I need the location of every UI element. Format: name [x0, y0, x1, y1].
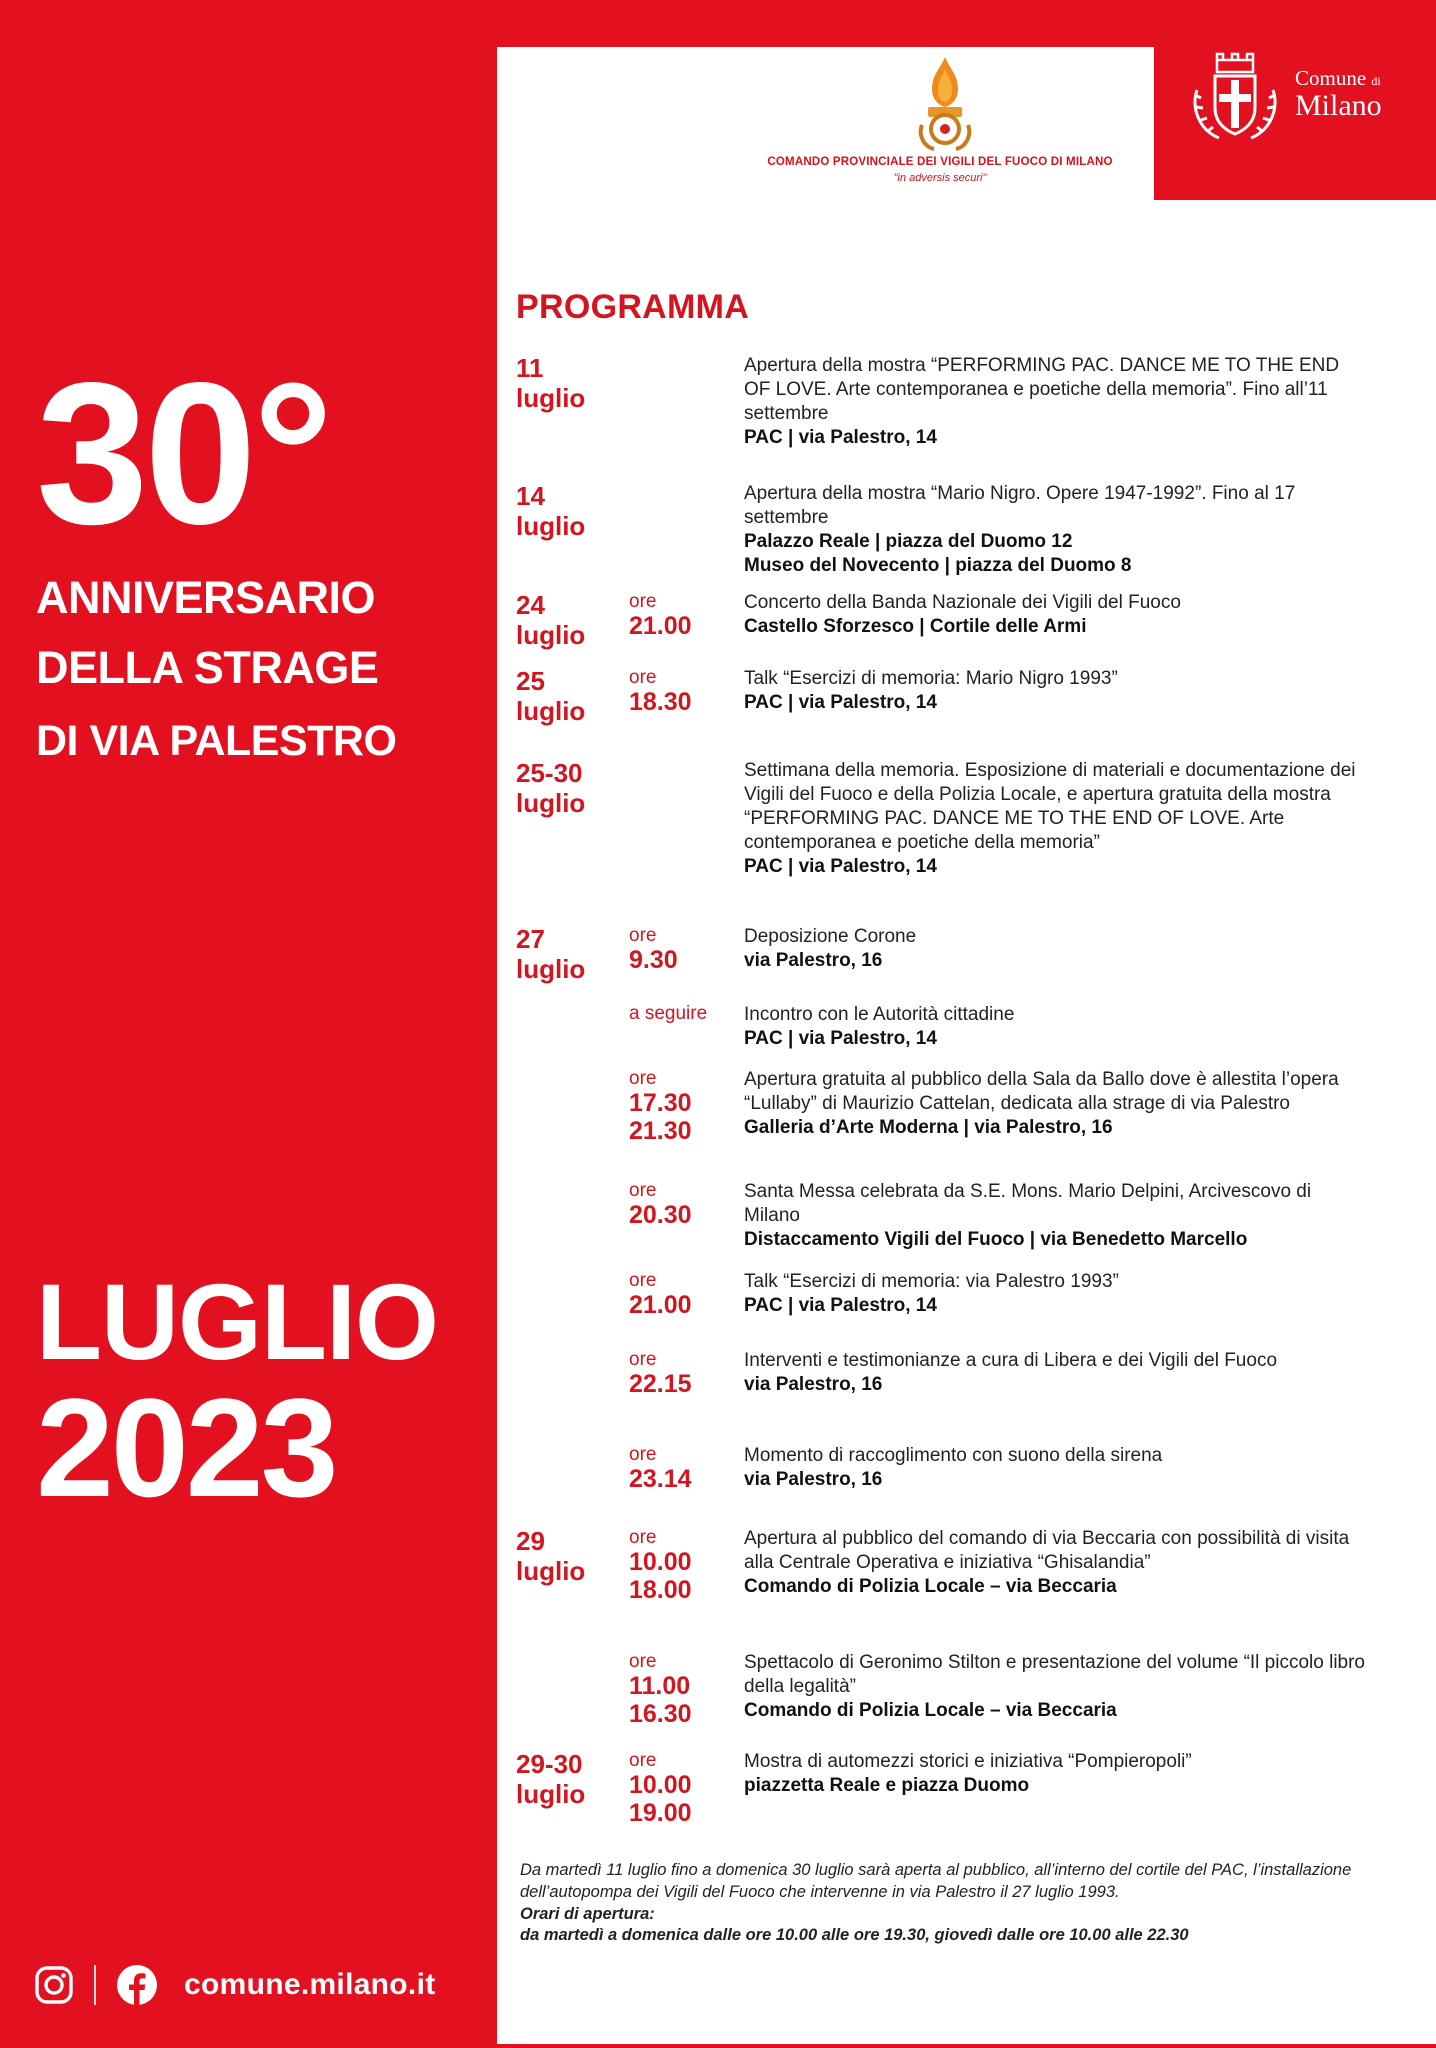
- time-label: a seguire: [629, 1003, 708, 1024]
- anniversary-number: 30°: [36, 340, 330, 566]
- entry-date: 11 luglio: [516, 353, 586, 413]
- entry-location: via Palestro, 16: [744, 1468, 883, 1490]
- entry-location: Museo del Novecento | piazza del Duomo 8: [744, 554, 1132, 576]
- time-value: 21.30: [629, 1117, 692, 1146]
- entry-text: Talk “Esercizi di memoria: Mario Nigro 1993”: [744, 668, 1118, 689]
- entry-text: Apertura della mostra “Mario Nigro. Opere 1947-1992”. Fino al 17 settembre: [744, 483, 1296, 528]
- footnote: [520, 1860, 1360, 1947]
- entry-time: [629, 1068, 692, 1145]
- facebook-icon[interactable]: [116, 1964, 158, 2006]
- time-value: 23.14: [629, 1465, 692, 1494]
- comune-label: Comune: [1295, 66, 1367, 90]
- comune-logo-text: [1295, 68, 1382, 121]
- entry-description: [744, 482, 1370, 578]
- entry-time: [629, 1349, 692, 1398]
- entry-date: 25-30 luglio: [516, 758, 586, 818]
- time-label: ore: [629, 1180, 657, 1201]
- entry-location: Comando di Polizia Locale – via Beccaria: [744, 1699, 1117, 1721]
- time-label: ore: [629, 667, 657, 688]
- entry-text: Concerto della Banda Nazionale dei Vigili del Fuoco: [744, 592, 1181, 613]
- entry-description: [744, 591, 1370, 639]
- time-value: 10.00: [629, 1771, 692, 1800]
- entry-time: [629, 1444, 692, 1493]
- entry-time: [629, 667, 692, 716]
- vvf-motto: "in adversis securi": [893, 172, 987, 184]
- entry-description: [744, 1003, 1370, 1051]
- time-value: 21.00: [629, 612, 692, 641]
- entry-description: [744, 759, 1370, 879]
- entry-time: [629, 1180, 692, 1229]
- website-link[interactable]: comune.milano.it: [184, 1968, 436, 2001]
- time-label: ore: [629, 1527, 657, 1548]
- time-label: ore: [629, 1349, 657, 1370]
- entry-date: 29-30 luglio: [516, 1749, 586, 1809]
- instagram-icon[interactable]: [34, 1965, 74, 2005]
- time-label: ore: [629, 1270, 657, 1291]
- time-value: 9.30: [629, 946, 678, 975]
- year-label: 2023: [36, 1369, 336, 1526]
- social-bar: [34, 1962, 436, 2008]
- entry-text: Interventi e testimonianze a cura di Libera e dei Vigili del Fuoco: [744, 1350, 1278, 1371]
- time-label: ore: [629, 591, 657, 612]
- time-value: 18.30: [629, 688, 692, 717]
- entry-description: [744, 1068, 1370, 1140]
- time-value: 18.00: [629, 1576, 692, 1605]
- time-label: ore: [629, 1068, 657, 1089]
- social-divider: [94, 1965, 96, 2005]
- entry-text: Incontro con le Autorità cittadine: [744, 1004, 1015, 1025]
- entry-location: Palazzo Reale | piazza del Duomo 12: [744, 530, 1073, 552]
- entry-description: [744, 1270, 1370, 1318]
- time-label: ore: [629, 1444, 657, 1465]
- entry-description: [744, 1750, 1370, 1798]
- time-label: ore: [629, 1750, 657, 1771]
- time-label: ore: [629, 1651, 657, 1672]
- entry-time: [629, 1270, 692, 1319]
- entry-location: PAC | via Palestro, 14: [744, 426, 937, 448]
- entry-location: piazzetta Reale e piazza Duomo: [744, 1774, 1030, 1796]
- entry-location: PAC | via Palestro, 14: [744, 1027, 937, 1049]
- time-value: 20.30: [629, 1201, 692, 1230]
- entry-description: [744, 1651, 1370, 1723]
- entry-time: [629, 1527, 692, 1604]
- entry-location: Castello Sforzesco | Cortile delle Armi: [744, 615, 1087, 637]
- comune-di-label: di: [1371, 74, 1381, 88]
- subtitle-line-2: DELLA STRAGE: [36, 642, 379, 693]
- entry-description: [744, 925, 1370, 973]
- program-title: PROGRAMMA: [516, 288, 750, 326]
- time-label: ore: [629, 925, 657, 946]
- entry-description: [744, 1444, 1370, 1492]
- vvf-command-name: COMANDO PROVINCIALE DEI VIGILI DEL FUOCO DI MILANO: [767, 156, 1113, 168]
- month-label: LUGLIO: [36, 1261, 438, 1382]
- entry-location: Comando di Polizia Locale – via Beccaria: [744, 1575, 1117, 1597]
- time-value: 22.15: [629, 1370, 692, 1399]
- entry-location: PAC | via Palestro, 14: [744, 691, 937, 713]
- opening-hours-title: Orari di apertura:: [520, 1904, 655, 1923]
- entry-location: via Palestro, 16: [744, 949, 883, 971]
- entry-location: via Palestro, 16: [744, 1373, 883, 1395]
- entry-time: [629, 925, 678, 974]
- time-value: 16.30: [629, 1700, 692, 1729]
- entry-text: Spettacolo di Geronimo Stilton e presentazione del volume “Il piccolo libro della legalità”: [744, 1652, 1365, 1697]
- entry-text: Mostra di automezzi storici e iniziativa “Pompieropoli”: [744, 1751, 1192, 1772]
- entry-location: Distaccamento Vigili del Fuoco | via Benedetto Marcello: [744, 1228, 1248, 1250]
- entry-description: [744, 354, 1370, 450]
- entry-location: PAC | via Palestro, 14: [744, 1294, 937, 1316]
- entry-date: 27 luglio: [516, 924, 586, 984]
- entry-text: Santa Messa celebrata da S.E. Mons. Mario Delpini, Arcivescovo di Milano: [744, 1181, 1312, 1226]
- entry-date: 25 luglio: [516, 666, 586, 726]
- entry-text: Settimana della memoria. Esposizione di materiali e documentazione dei Vigili del Fuoco e della Polizia Locale, e apertura gratuita della mostra “PERFORMING PAC. DANCE ME TO THE END OF LOVE. Arte contemporanea e poetiche della memoria”: [744, 760, 1356, 853]
- entry-text: Momento di raccoglimento con suono della sirena: [744, 1445, 1163, 1466]
- time-value: 17.30: [629, 1089, 692, 1118]
- entry-description: [744, 667, 1370, 715]
- milano-label: Milano: [1295, 89, 1382, 122]
- entry-time: [629, 1750, 692, 1827]
- vigili-del-fuoco-logo: [910, 55, 980, 155]
- time-value: 19.00: [629, 1799, 692, 1828]
- opening-hours: da martedì a domenica dalle ore 10.00 alle ore 19.30, giovedì dalle ore 10.00 alle 22.30: [520, 1926, 1189, 1945]
- entry-date: 29 luglio: [516, 1526, 586, 1586]
- entry-time: [629, 1651, 692, 1728]
- entry-time: [629, 591, 692, 640]
- entry-description: [744, 1527, 1370, 1599]
- entry-date: 14 luglio: [516, 481, 586, 541]
- subtitle-line-3: DI VIA PALESTRO: [36, 717, 397, 765]
- entry-location: PAC | via Palestro, 14: [744, 855, 937, 877]
- time-value: 11.00: [629, 1672, 691, 1701]
- entry-text: Apertura al pubblico del comando di via Beccaria con possibilità di visita alla Centrale Operativa e iniziativa “Ghisalandia”: [744, 1528, 1350, 1573]
- entry-text: Deposizione Corone: [744, 926, 917, 947]
- comune-crest-icon: [1185, 50, 1285, 145]
- entry-description: [744, 1349, 1370, 1397]
- time-value: 21.00: [629, 1291, 692, 1320]
- entry-time: [629, 1003, 707, 1024]
- entry-date: 24 luglio: [516, 590, 586, 650]
- entry-text: Talk “Esercizi di memoria: via Palestro 1993”: [744, 1271, 1119, 1292]
- entry-text: Apertura della mostra “PERFORMING PAC. DANCE ME TO THE END OF LOVE. Arte contemporanea e poetiche della memoria”. Fino all’11 settembre: [744, 355, 1340, 424]
- entry-text: Apertura gratuita al pubblico della Sala da Ballo dove è allestita l’opera “Lullaby” di Maurizio Cattelan, dedicata alla strage di via Palestro: [744, 1069, 1339, 1114]
- entry-location: Galleria d’Arte Moderna | via Palestro, 16: [744, 1116, 1113, 1138]
- subtitle-line-1: ANNIVERSARIO: [36, 572, 376, 623]
- entry-description: [744, 1180, 1370, 1252]
- footnote-text: Da martedì 11 luglio fino a domenica 30 luglio sarà aperta al pubblico, all’interno del cortile del PAC, l’installazione dell’autopompa dei Vigili del Fuoco che intervenne in via Palestro il 27 luglio 1993.: [520, 1861, 1352, 1901]
- time-value: 10.00: [629, 1548, 692, 1577]
